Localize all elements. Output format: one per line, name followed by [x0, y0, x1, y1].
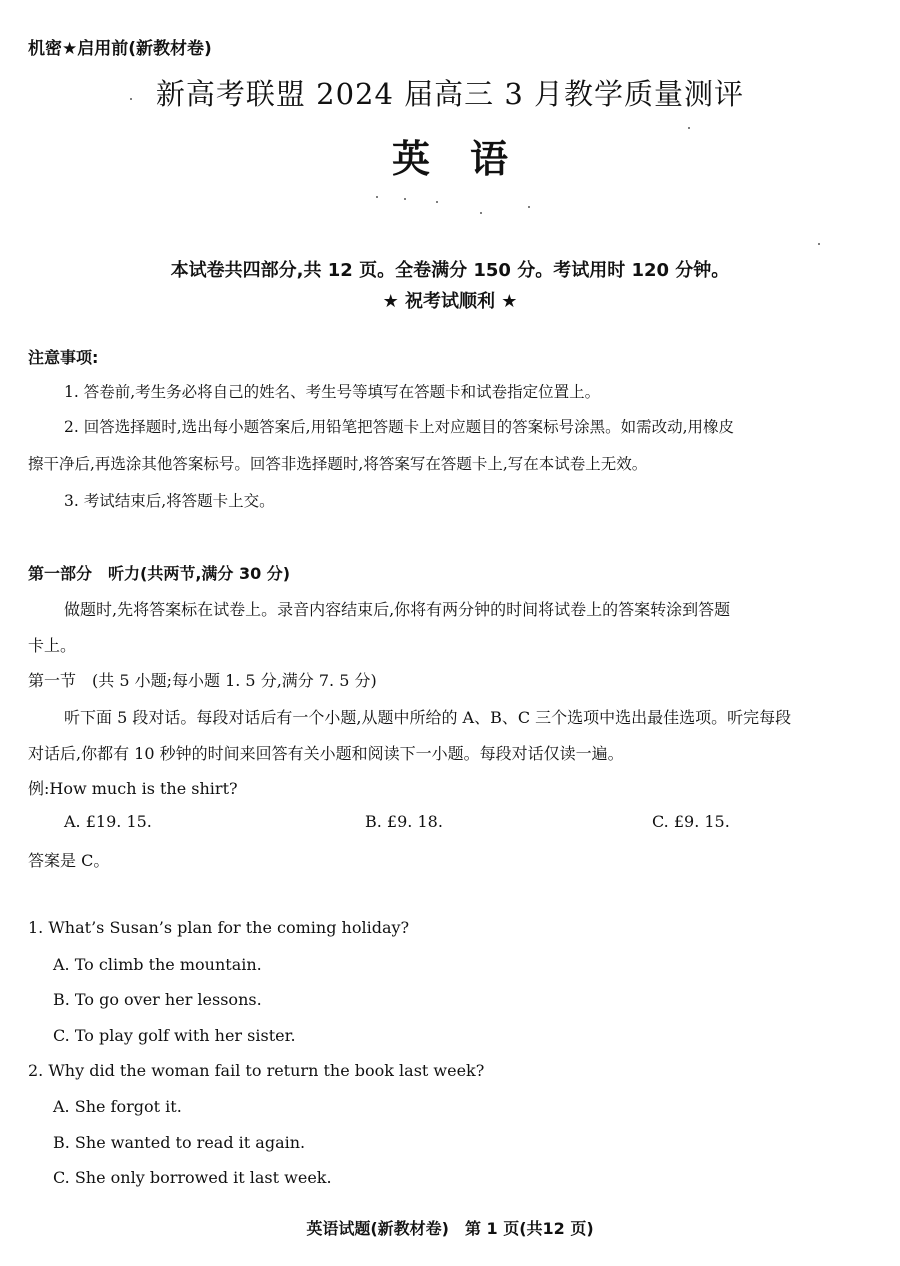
blessing: ★ 祝考试顺利 ★	[382, 291, 518, 312]
example-question: 例:How much is the shirt?	[28, 779, 238, 798]
page-footer: 英语试题(新教材卷) 第 1 页(共12 页)	[306, 1219, 594, 1238]
scan-speck	[688, 127, 690, 129]
question-1-option-a: A. To climb the mountain.	[53, 955, 262, 974]
note-item-3: 3. 考试结束后,将答题卡上交。	[64, 492, 275, 510]
part-1-instruction-line-2: 卡上。	[28, 636, 77, 655]
question-2-option-a: A. She forgot it.	[53, 1097, 182, 1116]
scan-speck	[528, 206, 530, 208]
question-2-option-c: C. She only borrowed it last week.	[53, 1168, 332, 1187]
part-1-heading: 第一部分 听力(共两节,满分 30 分)	[28, 564, 291, 583]
example-option-b: B. £9. 18.	[365, 812, 443, 831]
subject-title: 英语	[391, 137, 548, 181]
question-1-stem: 1. What’s Susan’s plan for the coming holiday?	[28, 918, 410, 937]
scan-speck	[130, 98, 132, 100]
note-item-2-line-2: 擦干净后,再选涂其他答案标号。回答非选择题时,将答案写在答题卡上,写在本试卷上无效。	[28, 455, 648, 473]
part-1-instruction-line-1: 做题时,先将答案标在试卷上。录音内容结束后,你将有两分钟的时间将试卷上的答案转涂到答题	[64, 600, 731, 619]
scan-speck	[436, 201, 438, 203]
confidential-label: 机密★启用前(新教材卷)	[28, 39, 212, 59]
notes-heading: 注意事项:	[28, 348, 99, 367]
example-answer: 答案是 C。	[28, 851, 110, 870]
section-1-instruction-line-2: 对话后,你都有 10 秒钟的时间来回答有关小题和阅读下一小题。每段对话仅读一遍。	[28, 744, 624, 763]
exam-title: 新高考联盟 2024 届高三 3 月教学质量测评	[155, 77, 745, 111]
question-1-option-b: B. To go over her lessons.	[53, 990, 262, 1009]
question-2-option-b: B. She wanted to read it again.	[53, 1133, 306, 1152]
example-option-a: A. £19. 15.	[64, 812, 152, 831]
scan-speck	[376, 196, 378, 198]
note-item-1: 1. 答卷前,考生务必将自己的姓名、考生号等填写在答题卡和试卷指定位置上。	[64, 383, 601, 401]
question-2-stem: 2. Why did the woman fail to return the book last week?	[28, 1061, 485, 1080]
section-1-heading: 第一节 (共 5 小题;每小题 1. 5 分,满分 7. 5 分)	[28, 671, 377, 690]
example-option-c: C. £9. 15.	[652, 812, 730, 831]
note-item-2-line-1: 2. 回答选择题时,选出每小题答案后,用铅笔把答题卡上对应题目的答案标号涂黑。如需改动,用橡皮	[64, 418, 734, 436]
question-1-option-c: C. To play golf with her sister.	[53, 1026, 296, 1045]
scan-speck	[404, 198, 406, 200]
scan-speck	[480, 212, 482, 214]
paper-info: 本试卷共四部分,共 12 页。全卷满分 150 分。考试用时 120 分钟。	[170, 260, 730, 281]
section-1-instruction-line-1: 听下面 5 段对话。每段对话后有一个小题,从题中所给的 A、B、C 三个选项中选出最佳选项。听完每段	[64, 708, 792, 727]
scan-speck	[818, 243, 820, 245]
